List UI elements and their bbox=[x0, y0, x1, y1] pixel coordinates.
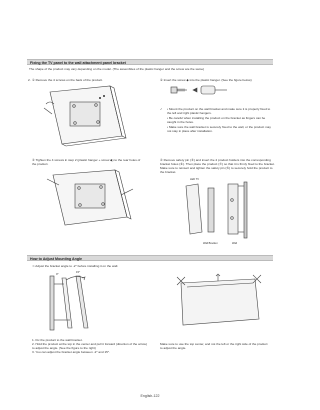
label-led-tv: LED TV bbox=[190, 178, 200, 181]
angle-step-2: 2. Hold the product at the top in the center and pull it forward (direction of the arrow) to adjust the angle. (See the figure to the right) bbox=[32, 342, 147, 350]
page-footer: English-122 bbox=[140, 394, 160, 398]
angle-intro: ⇒ Adjust the bracket angle to -2° before installing it on the wall. bbox=[32, 264, 119, 268]
screw-and-hanger-illustration bbox=[165, 84, 235, 96]
angle-label-0: 0° bbox=[56, 272, 59, 276]
angle-label-15: 15° bbox=[76, 270, 81, 274]
tv-rear-illustration-1 bbox=[40, 84, 135, 152]
label-wall-bracket: Wall Bracket bbox=[203, 242, 218, 245]
note-3: • Make sure the wall bracket is securely fixed to the wall, or the product may not stay in place after installation. bbox=[167, 125, 271, 133]
section-header-angle: How to Adjust Mounting Angle bbox=[27, 255, 273, 261]
angle-step-1: 1. Fix the product to the wall bracket. bbox=[32, 338, 83, 342]
note-2: • Be careful when installing the product on the bracket as fingers can be caught in the holes. bbox=[167, 116, 266, 124]
bracket-mounting-illustration bbox=[178, 182, 258, 240]
step-2-text: ② Insert the screw ◆ into the plastic hanger. (See the figure below) bbox=[160, 78, 252, 82]
step-4-text: ④ Remove safety pin (⑤) and insert the 4 product holders into the corresponding bracket holes (⑥). Then place the product (⑦) so that it is firmly fixed to the bracket. Make sure to reinsert and tighten the safety pin (⑤) to securely hold the product to the bracket. bbox=[160, 158, 275, 174]
angle-front-view-illustration bbox=[175, 275, 265, 330]
tv-rear-illustration-2 bbox=[45, 169, 137, 231]
step-number: 2. bbox=[28, 78, 31, 82]
label-wall: Wall bbox=[232, 242, 237, 245]
note-1: • Mount the product on the wall bracket and make sure it is properly fixed to the left and right plastic hangers. bbox=[167, 107, 271, 115]
step-3-text: ③ Tighten the 4 screws in step 2 (plastic hanger + screw ◆) to the rear holes of the product. bbox=[32, 158, 141, 166]
angle-right-note: Make sure to use the top center, and not the left or the right side of the product to adjust the angle. bbox=[160, 342, 268, 350]
intro-text: The shape of the product may vary depending on the model. (The assemblies of the plastic hanger and the screw are the same) bbox=[29, 67, 205, 71]
angle-step-3: 3. You can adjust the bracket angle between -2° and 15°. bbox=[32, 350, 110, 354]
angle-side-view-illustration bbox=[40, 274, 115, 332]
step-1-text: ① Remove the 4 screws on the back of the product. bbox=[32, 78, 103, 82]
note-marker: ✓ bbox=[160, 107, 163, 111]
section-header-fixing: Fixing the TV panel to the wall attachment panel bracket bbox=[27, 59, 273, 65]
